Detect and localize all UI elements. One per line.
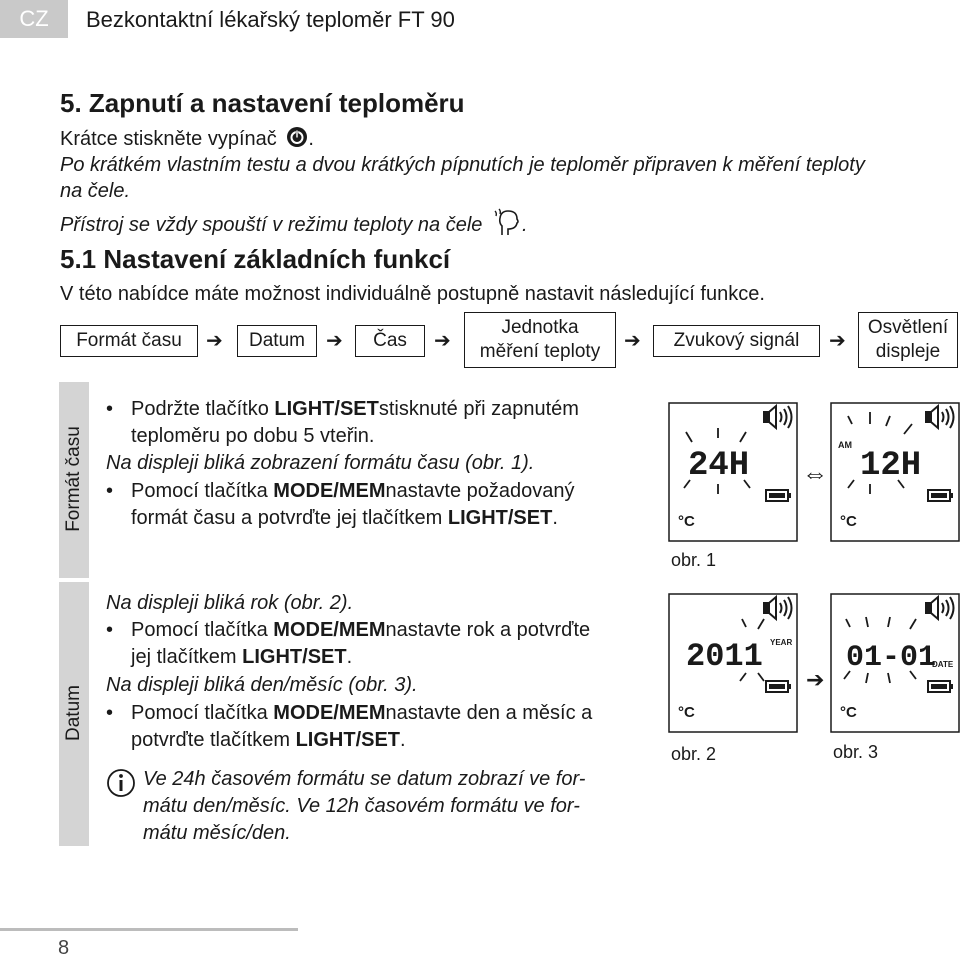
- flow-step-backlight-line1: Osvětlení: [867, 317, 949, 339]
- info-line-3: mátu měsíc/den.: [143, 822, 291, 844]
- date-b1-bold: MODE/MEM: [273, 619, 386, 641]
- format-bullet-1-line-1: [131, 398, 579, 421]
- forehead-mode-icon: [492, 207, 522, 237]
- flow-arrow-2: ➔: [326, 330, 343, 352]
- flow-step-backlight-line2: displeje: [875, 341, 941, 362]
- flow-step-unit-line2: měření teploty: [479, 341, 601, 362]
- date-b1-post: nastavte rok a potvrďte: [385, 619, 591, 641]
- date-b2-bold: MODE/MEM: [273, 702, 386, 724]
- side-tab-time-format: [59, 382, 89, 578]
- date-b2l2-bold: LIGHT/SET: [295, 729, 401, 751]
- fig3-value: 01-01: [846, 641, 937, 675]
- format-b2l2-post: .: [552, 507, 558, 529]
- side-tab-date-label: Datum: [63, 685, 84, 741]
- side-tab-date: [59, 582, 89, 846]
- fig2-value: 2011: [686, 638, 763, 675]
- date-bullet-1-line-1: [131, 619, 590, 642]
- intro-text-1: Krátce stiskněte vypínač: [60, 128, 277, 150]
- fig1-am-label: AM: [838, 440, 852, 450]
- date-b1l2-post: .: [346, 646, 353, 668]
- figure-2-label: obr. 2: [671, 744, 717, 764]
- flow-step-time-format: Formát času: [60, 325, 198, 357]
- intro-period: .: [308, 128, 314, 150]
- format-italic-note: Na displeji bliká zobrazení formátu času (obr. 1).: [106, 452, 535, 474]
- side-tab-time-format-label: Formát času: [63, 426, 84, 532]
- power-button-icon: [286, 126, 308, 148]
- info-line-2: mátu den/měsíc. Ve 12h časovém formátu ve for-: [143, 795, 580, 817]
- intro-line-1: [60, 126, 314, 151]
- flow-step-sound: Zvukový signál: [653, 325, 820, 357]
- subsection-text: V této nabídce máte možnost individuálně postupně nastavit následující funkce.: [60, 283, 765, 305]
- section-title: 5. Zapnutí a nastavení teploměru: [60, 88, 465, 118]
- flow-arrow-1: ➔: [206, 330, 223, 352]
- format-bullet-1-line-2: teploměru po dobu 5 vteřin.: [131, 425, 375, 447]
- date-bullet-2-line-1: [131, 702, 592, 725]
- info-line-1: Ve 24h časovém formátu se datum zobrazí ve for-: [143, 768, 586, 790]
- date-b2-pre: Pomocí tlačítka: [131, 702, 274, 724]
- document-title: Bezkontaktní lékařský teploměr FT 90: [86, 7, 455, 32]
- format-b2-pre: Pomocí tlačítka: [131, 480, 274, 502]
- fig2-unit: °C: [678, 704, 695, 721]
- footer-rule: [0, 928, 298, 931]
- format-b2-post: nastavte požadovaný: [385, 480, 575, 502]
- fig1-left-unit: °C: [678, 513, 695, 530]
- flow-step-unit: [464, 312, 616, 368]
- date-bullet-1-line-2: [131, 646, 352, 669]
- info-icon: [106, 768, 136, 798]
- subsection-title: 5.1 Nastavení základních funkcí: [60, 244, 451, 274]
- figure-3-label: obr. 3: [833, 742, 879, 762]
- lcd-display-date: [830, 593, 960, 733]
- date-b1l2-pre: jej tlačítkem: [131, 646, 243, 668]
- intro-line-4: [60, 207, 528, 237]
- flow-arrow-5: ➔: [829, 330, 846, 352]
- format-b1-pre: Podržte tlačítko: [131, 398, 275, 420]
- intro-text-4: Přístroj se vždy spouští v režimu teploty na čele: [60, 214, 483, 236]
- bullet-1: •: [106, 398, 114, 420]
- lcd-display-12h: [830, 402, 960, 542]
- format-b1-bold: LIGHT/SET: [274, 398, 379, 420]
- format-b2-bold: MODE/MEM: [273, 480, 386, 502]
- language-badge: CZ: [0, 0, 68, 38]
- date-b2l2-post: .: [400, 729, 406, 751]
- date-italic-1: Na displeji bliká rok (obr. 2).: [106, 592, 354, 614]
- swap-arrow: ⇔: [802, 458, 828, 488]
- format-bullet-2-line-2: [131, 507, 558, 530]
- figure-1-label: obr. 1: [671, 550, 717, 570]
- fig1-left-value: 24H: [688, 447, 750, 485]
- lcd-display-24h: [668, 402, 798, 542]
- date-italic-2: Na displeji bliká den/měsíc (obr. 3).: [106, 674, 418, 696]
- flow-step-date: Datum: [237, 325, 317, 357]
- format-bullet-2-line-1: [131, 480, 575, 503]
- date-b2l2-pre: potvrďte tlačítkem: [131, 729, 296, 751]
- format-b2l2-pre: formát času a potvrďte jej tlačítkem: [131, 507, 448, 529]
- flow-step-unit-line1: Jednotka: [501, 317, 579, 339]
- date-b1l2-bold: LIGHT/SET: [242, 646, 347, 668]
- page-number: 8: [58, 937, 70, 959]
- date-b1-pre: Pomocí tlačítka: [131, 619, 274, 641]
- date-b2-post: nastavte den a měsíc a: [385, 702, 593, 724]
- next-arrow: ➔: [806, 667, 825, 692]
- intro-line-2: Po krátkém vlastním testu a dvou krátkých pípnutích je teploměr připraven k měření teploty: [60, 154, 865, 176]
- flow-step-backlight: [858, 312, 958, 368]
- bullet-2: •: [106, 480, 114, 502]
- fig1-right-value: 12H: [860, 447, 922, 485]
- format-b1-post: stisknuté při zapnutém: [378, 398, 579, 420]
- fig1-right-unit: °C: [840, 513, 857, 530]
- fig2-year-tag: YEAR: [770, 638, 793, 647]
- format-b2l2-bold: LIGHT/SET: [447, 507, 553, 529]
- fig3-unit: °C: [840, 704, 857, 721]
- flow-arrow-3: ➔: [434, 330, 451, 352]
- flow-step-time: Čas: [355, 325, 425, 357]
- date-bullet-2-line-2: [131, 729, 406, 752]
- bullet-4: •: [106, 702, 114, 724]
- intro-line-3: na čele.: [60, 180, 131, 202]
- flow-arrow-4: ➔: [624, 330, 641, 352]
- intro-period-2: .: [521, 214, 528, 236]
- fig3-date-tag: DATE: [932, 660, 954, 669]
- bullet-3: •: [106, 619, 114, 641]
- lcd-display-year: [668, 593, 798, 733]
